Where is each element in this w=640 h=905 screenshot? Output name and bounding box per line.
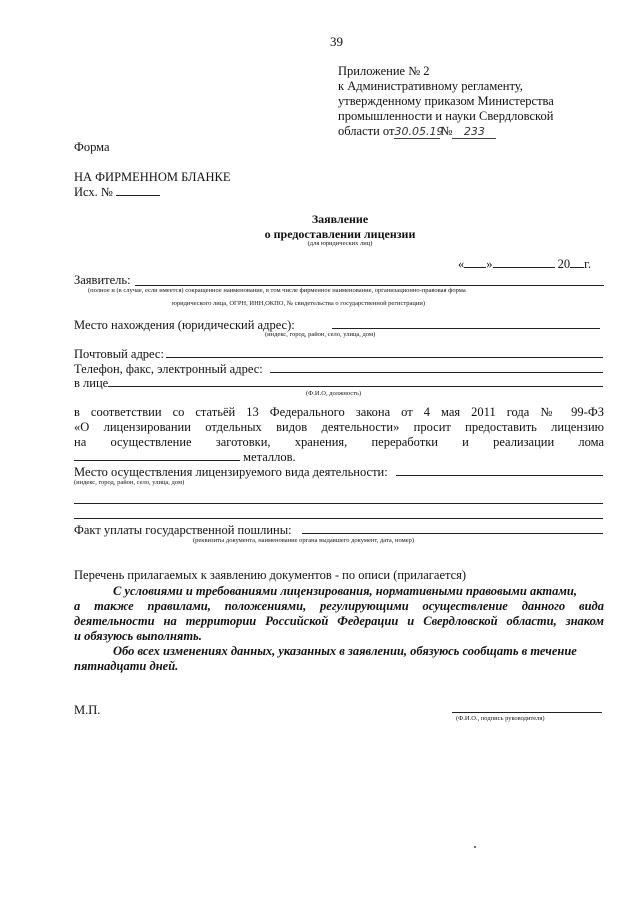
location-field — [332, 328, 600, 329]
date-year-prefix: 20 — [557, 257, 571, 271]
handwritten-date: 30.05.19 — [394, 125, 444, 138]
applicant-type-note: (для юридических лиц) — [307, 240, 373, 247]
obligation-line-4: и обязуюсь выполнять. — [74, 629, 202, 643]
outgoing-number — [74, 185, 160, 200]
applicant-field — [135, 285, 604, 286]
date-open-quote: « — [458, 257, 465, 271]
letterhead-title: НА ФИРМЕННОМ БЛАНКЕ — [74, 170, 231, 184]
appendix-line-1: Приложение № 2 — [338, 64, 430, 78]
obligation-line-1: С условиями и требованиями лицензирования, нормативными правовыми актами, — [113, 584, 577, 598]
applicant-hint-2: юридического лица, ОГРН, ИНН,ОКПО, № свидетельства о государственной регистрации) — [172, 300, 425, 307]
date-day-field — [464, 257, 486, 268]
appendix-line-5 — [338, 124, 496, 139]
documents-list-text: Перечень прилагаемых к заявлению документов - по описи (прилагается) — [74, 568, 467, 582]
activity-place-hint: (индекс, город, район, село, улица, дом) — [74, 479, 185, 486]
contacts-field — [270, 372, 603, 373]
contacts-label: Телефон, факс, электронный адрес: — [74, 362, 263, 376]
appendix-number-label: № — [440, 124, 453, 138]
postal-field — [166, 357, 603, 358]
page-number: 39 — [330, 34, 343, 49]
scan-speck — [474, 846, 476, 848]
outgoing-number-field — [116, 185, 160, 196]
date-year-suffix: г. — [584, 257, 591, 271]
date-year-field — [570, 257, 584, 268]
activity-place-line-3 — [74, 518, 603, 519]
body-text-metals: металлов. — [243, 450, 296, 464]
fee-hint: (реквизиты документа, наименование органа выдавшего документ, дата, номер) — [193, 537, 415, 544]
handwritten-number: 233 — [452, 126, 496, 139]
notify-line-1: Обо всех изменениях данных, указанных в заявлении, обязуюсь сообщать в течение — [113, 644, 577, 658]
person-label: в лице — [74, 376, 109, 390]
applicant-label: Заявитель: — [74, 273, 131, 287]
appendix-line-4: промышленности и науки Свердловской — [338, 109, 554, 123]
appendix-line-3: утвержденному приказом Министерства — [338, 94, 554, 108]
postal-label: Почтовый адрес: — [74, 347, 164, 361]
application-title: Заявление — [311, 212, 369, 226]
metal-type-field — [74, 450, 240, 461]
date-line — [458, 257, 591, 272]
activity-place-line-2 — [74, 503, 603, 504]
person-field — [108, 386, 603, 387]
activity-place-field — [396, 475, 603, 476]
form-label: Форма — [74, 140, 110, 154]
date-close-quote: » — [486, 257, 493, 271]
date-month-field — [493, 257, 555, 268]
body-text-line-2: «О лицензировании отдельных видов деятельности» просит предоставить лицензию — [74, 420, 604, 434]
outgoing-number-label: Исх. № — [74, 185, 113, 199]
notify-line-2: пятнадцати дней. — [74, 659, 179, 673]
appendix-line-2: к Административному регламенту, — [338, 79, 523, 93]
body-text-line-3: на осуществление заготовки, хранения, переработки и реализации лома — [74, 435, 604, 449]
signature-hint: (Ф.И.О., подпись руководителя) — [456, 715, 545, 722]
appendix-date-prefix: области от — [338, 124, 395, 138]
activity-place-label: Место осуществления лицензируемого вида деятельности: — [74, 465, 388, 479]
obligation-line-3: деятельности на территории Российской Федерации и Свердловской области, знаком — [74, 614, 604, 628]
application-subtitle: о предоставлении лицензии — [264, 227, 416, 241]
applicant-hint-1: (полное и (в случае, если имеется) сокращенное наименование, в том числе фирменное наименование, организационно-правовая форма — [88, 287, 466, 294]
location-label: Место нахождения (юридический адрес): — [74, 318, 295, 332]
body-text-line-1: в соответствии со статьёй 13 Федерального закона от 4 мая 2011 года № 99-ФЗ — [74, 405, 604, 419]
obligation-line-2: а также правилами, положениями, регулирующими осуществление данного вида — [74, 599, 604, 613]
fee-field — [302, 533, 603, 534]
body-text-line-4 — [74, 450, 296, 465]
location-hint: (индекс, город, район, село, улица, дом) — [265, 331, 376, 338]
signature-field — [452, 712, 602, 713]
stamp-label: М.П. — [74, 703, 101, 717]
fee-label: Факт уплаты государственной пошлины: — [74, 523, 292, 537]
person-hint: (Ф.И.О, должность) — [306, 390, 362, 397]
